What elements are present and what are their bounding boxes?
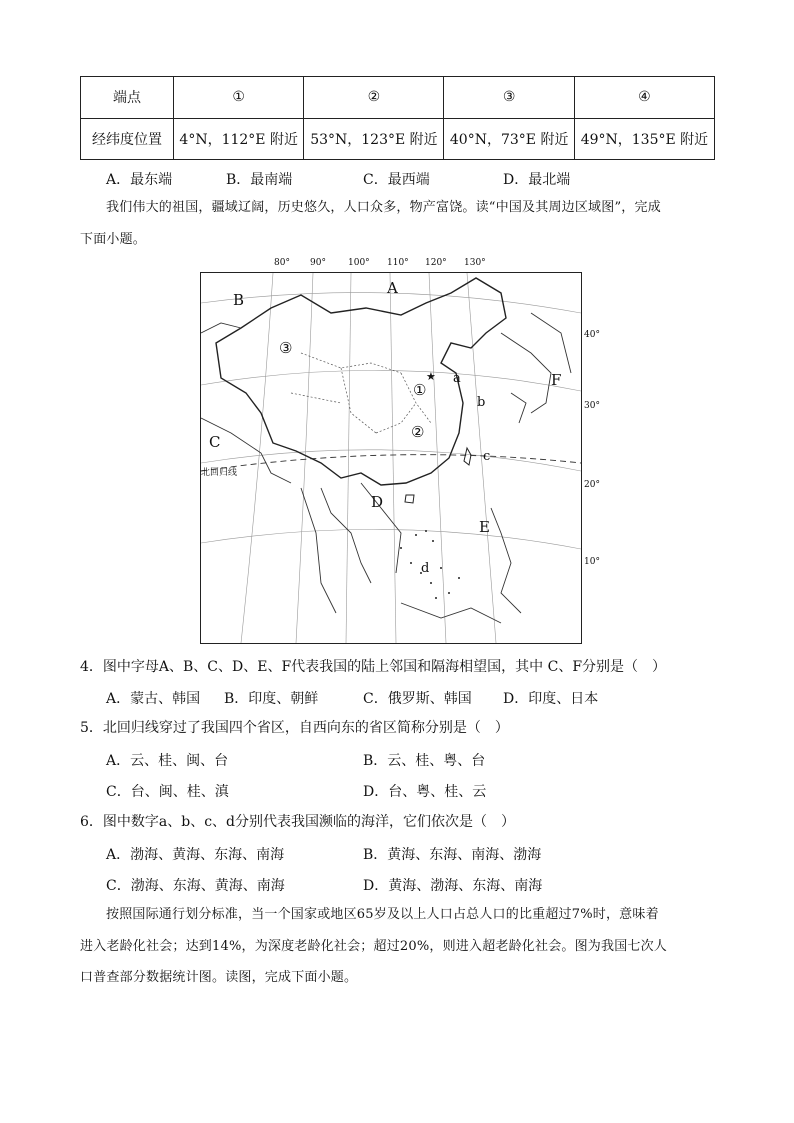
table-cell: 端点 <box>81 77 174 119</box>
longitude-label: 80° <box>274 258 290 268</box>
intro-line: 进入老龄化社会；达到14%，为深度老龄化社会；超过20%，则进入超老龄化社会。图为我国七次人 <box>80 939 667 954</box>
option-b[interactable]: B．最南端 <box>226 172 293 188</box>
table-cell: ④ <box>574 77 714 119</box>
tropic-of-cancer-label: 北回归线 <box>201 468 238 478</box>
table-cell: ① <box>174 77 304 119</box>
option-d[interactable]: D．最北端 <box>503 172 571 188</box>
sea-label-b: b <box>477 395 486 410</box>
map-number-1: ① <box>413 381 427 399</box>
longitude-label: 120° <box>425 258 447 268</box>
option-a[interactable]: A．渤海、黄海、东海、南海 <box>106 847 285 863</box>
option-a[interactable]: A．蒙古、韩国 <box>106 691 201 707</box>
option-b[interactable]: B．云、桂、粤、台 <box>363 753 486 769</box>
map-letter-f: F <box>551 371 562 389</box>
sea-label-c: c <box>483 449 491 464</box>
table-cell: ③ <box>444 77 574 119</box>
china-region-map <box>200 272 582 644</box>
svg-text:★: ★ <box>426 370 436 383</box>
option-a[interactable]: A．云、桂、闽、台 <box>106 753 229 769</box>
intro-line: 口普查部分数据统计图。读图，完成下面小题。 <box>80 970 358 985</box>
map-letter-b: B <box>233 291 245 309</box>
option-b[interactable]: B．印度、朝鲜 <box>224 691 319 707</box>
sea-label-d: d <box>421 561 430 576</box>
map-number-3: ③ <box>279 339 293 357</box>
option-c[interactable]: C．渤海、东海、黄海、南海 <box>106 878 285 894</box>
table-cell: 53°N，123°E 附近 <box>304 118 444 160</box>
latitude-label: 10° <box>584 557 600 567</box>
latitude-label: 20° <box>584 480 600 490</box>
option-a[interactable]: A．最东端 <box>106 172 173 188</box>
longitude-label: 90° <box>310 258 326 268</box>
map-number-2: ② <box>411 423 425 441</box>
sea-label-a: a <box>453 371 461 386</box>
option-c[interactable]: C．台、闽、桂、滇 <box>106 784 229 800</box>
map-letter-d: D <box>371 493 384 511</box>
question-5-stem: 5．北回归线穿过了我国四个省区，自西向东的省区简称分别是（ ） <box>80 720 509 736</box>
table-cell: 49°N，135°E 附近 <box>574 118 714 160</box>
table-cell: ② <box>304 77 444 119</box>
latitude-label: 30° <box>584 401 600 411</box>
intro-line: 我们伟大的祖国，疆域辽阔，历史悠久，人口众多，物产富饶。读“中国及其周边区域图”，完成 <box>106 200 661 215</box>
latitude-label: 40° <box>584 330 600 340</box>
table-cell: 4°N，112°E 附近 <box>174 118 304 160</box>
option-c[interactable]: C．最西端 <box>363 172 430 188</box>
option-c[interactable]: C．俄罗斯、韩国 <box>363 691 472 707</box>
option-d[interactable]: D．黄海、渤海、东海、南海 <box>363 878 543 894</box>
table-cell: 经纬度位置 <box>81 118 174 160</box>
longitude-label: 100° <box>348 258 370 268</box>
option-b[interactable]: B．黄海、东海、南海、渤海 <box>363 847 542 863</box>
question-4-stem: 4．图中字母A、B、C、D、E、F代表我国的陆上邻国和隔海相望国，其中 C、F分别是（ ） <box>80 659 667 675</box>
longitude-label: 110° <box>387 258 409 268</box>
longitude-label: 130° <box>464 258 486 268</box>
endpoint-table <box>80 76 715 160</box>
map-letter-c: C <box>209 433 221 451</box>
map-drawing <box>201 273 581 643</box>
map-letter-e: E <box>479 518 490 536</box>
question-6-stem: 6．图中数字a、b、c、d分别代表我国濒临的海洋，它们依次是（ ） <box>80 814 516 830</box>
intro-line: 下面小题。 <box>80 232 147 247</box>
table-row <box>81 118 715 160</box>
option-d[interactable]: D．台、粤、桂、云 <box>363 784 487 800</box>
map-letter-a: A <box>387 279 398 297</box>
intro-line: 按照国际通行划分标准，当一个国家或地区65岁及以上人口占总人口的比重超过7%时，意味着 <box>106 907 659 922</box>
table-cell: 40°N，73°E 附近 <box>444 118 574 160</box>
table-row <box>81 77 715 119</box>
option-d[interactable]: D．印度、日本 <box>503 691 599 707</box>
